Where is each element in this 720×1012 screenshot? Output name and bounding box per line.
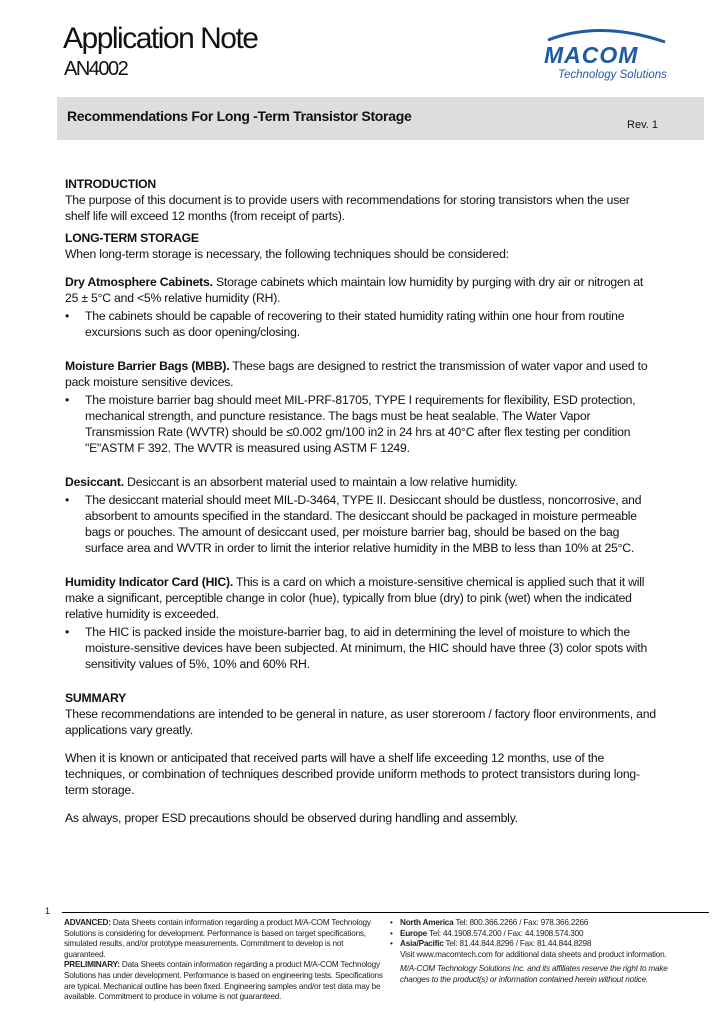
contact-asia-pacific xyxy=(390,939,690,950)
summary-paragraph-2: When it is known or anticipated that received parts will have a shelf life exceeding 12 months, use of the techniques, or combination of techniques described provide uniform methods to protect transistors during long-term storage. xyxy=(65,751,640,797)
revision-label: Rev. 1 xyxy=(627,119,658,131)
dry-cabinets-paragraph xyxy=(65,274,657,306)
page-number: 1 xyxy=(45,906,51,916)
preliminary-text: Data Sheets contain information regarding a product M/A-COM Technology Solutions has under development. Performance is based on engineering tests. Specifications are typical. Mechanical outline has been fixed. Engineering samples and/or test data may be available. Commitment to produce in volume is not guaranteed. xyxy=(64,960,383,1002)
logo-wordmark: MACOM xyxy=(544,42,639,68)
contact-region: Europe xyxy=(400,928,428,938)
banner-title: Recommendations For Long -Term Transistor Storage xyxy=(67,108,412,124)
footer-disclaimer-left xyxy=(64,918,384,1003)
contact-numbers: Tel: 800.366.2266 / Fax: 978.366.2266 xyxy=(453,918,589,927)
mbb-text: These bags are designed to restrict the transmission of water vapor and used to pack moisture sensitive devices. xyxy=(65,359,648,389)
dry-cabinets-text: Storage cabinets which maintain low humidity by purging with dry air or nitrogen at 25 ± 5°C and <5% relative humidity (RH). xyxy=(65,275,644,305)
dry-cabinets-bullet: • The cabinets should be capable of recovering to their stated humidity rating within one hour from routine excursions such as door opening/closing. xyxy=(65,308,657,340)
logo-tagline: Technology Solutions xyxy=(558,69,667,81)
contact-region: Asia/Pacific xyxy=(400,939,444,949)
logo-arc xyxy=(548,30,665,42)
long-term-storage-text: When long-term storage is necessary, the following techniques should be considered: xyxy=(65,247,509,261)
long-term-storage-heading: LONG-TERM STORAGE xyxy=(65,231,199,245)
hic-lead: Humidity Indicator Card (HIC). xyxy=(65,575,234,589)
summary-paragraph-3: As always, proper ESD precautions should be observed during handling and assembly. xyxy=(65,811,518,825)
hic-text: This is a card on which a moisture-sensitive chemical is applied such that it will make a significant, perceptible change in color (hue), typically from blue (dry) to pink (wet) when the indicated relative humidity is exceeded. xyxy=(65,575,645,621)
preliminary-lead: PRELIMINARY: xyxy=(64,960,120,970)
rights-disclaimer: M/A-COM Technology Solutions Inc. and its affiliates reserve the right to make changes to the product(s) or information contained herein without notice. xyxy=(400,964,668,984)
advanced-text: Data Sheets contain information regarding a product M/A-COM Technology Solutions is considering for development. Performance is based on target specifications, simulated results, and/or prototype measurements. Commitment to develop is not guaranteed. xyxy=(64,918,371,959)
advanced-note xyxy=(64,918,384,960)
mbb-paragraph xyxy=(65,358,657,390)
contact-numbers: Tel: 44.1908.574.200 / Fax: 44.1908.574.300 xyxy=(427,928,584,938)
title-banner xyxy=(57,97,704,140)
mbb-lead: Moisture Barrier Bags (MBB). xyxy=(65,359,230,373)
document-number: AN4002 xyxy=(64,58,128,80)
contact-north-america xyxy=(390,918,690,929)
preliminary-note xyxy=(64,960,384,1002)
footer-contacts xyxy=(390,918,690,986)
macom-logo xyxy=(530,28,680,84)
desiccant-paragraph xyxy=(65,474,657,490)
summary-paragraph-1: These recommendations are intended to be general in nature, as user storeroom / factory floor environments, and applications vary greatly. xyxy=(65,707,656,737)
advanced-lead: ADVANCED: xyxy=(64,918,111,927)
desiccant-lead: Desiccant. xyxy=(65,475,124,489)
introduction-heading: INTRODUCTION xyxy=(65,177,157,191)
hic-bullet: • The HIC is packed inside the moisture-barrier bag, to aid in determining the level of moisture to which the moisture-sensitive devices have been subjected. At minimum, the HIC should have three (3) color spots with sensitivity values of 5%, 10% and 60% RH. xyxy=(65,624,657,672)
desiccant-bullet: • The desiccant material should meet MIL-D-3464, TYPE II. Desiccant should be dustless, noncorrosive, and absorbent to amounts specified in the standard. The desiccant should be packaged in moisture permeable bags or pouches. The amount of desiccant used, per moisture barrier bag, should be based on the bag surface area and WVTR in order to limit the interior relative humidity in the MBB to less than 10% at 25°C. xyxy=(65,492,657,556)
dry-cabinets-lead: Dry Atmosphere Cabinets. xyxy=(65,275,213,289)
page-title: Application Note xyxy=(63,22,258,55)
introduction-text: The purpose of this document is to provide users with recommendations for storing transistors when the user shelf life will exceed 12 months (from receipt of parts). xyxy=(65,193,630,223)
document-body xyxy=(65,176,657,826)
summary-heading: SUMMARY xyxy=(65,691,127,705)
contact-europe xyxy=(390,929,690,940)
hic-paragraph xyxy=(65,574,657,622)
contact-region: North America xyxy=(400,918,454,927)
mbb-bullet: • The moisture barrier bag should meet MIL-PRF-81705, TYPE I requirements for flexibility, ESD protection, mechanical strength, and puncture resistance. The bags must be heat sealable. The Water Vapor Transmission Rate (WVTR) should be ≤0.002 gm/100 in2 in 24 hrs at 40°C after flex testing per condition "E"ASTM F 392. The WVTR is measured using ASTM F 1249. xyxy=(65,392,657,456)
contact-numbers: Tel: 81.44.844.8296 / Fax: 81.44.844.8298 xyxy=(443,939,592,949)
website-link[interactable]: Visit www.macomtech.com for additional data sheets and product information. xyxy=(400,949,667,959)
desiccant-text: Desiccant is an absorbent material used to maintain a low relative humidity. xyxy=(123,475,518,489)
footer-divider xyxy=(62,912,709,913)
